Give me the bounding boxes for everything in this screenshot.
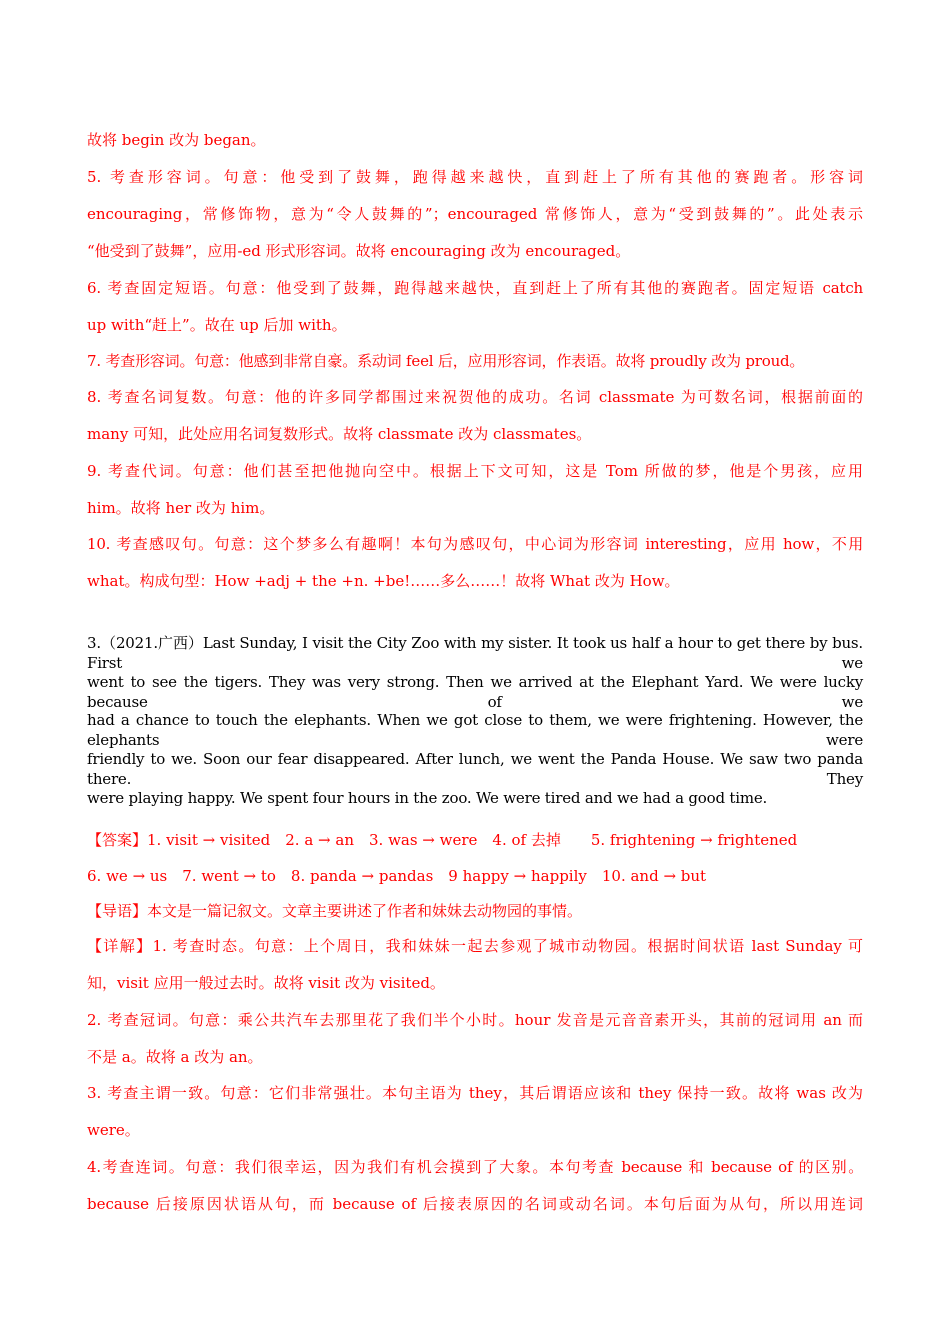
explanation-line: encouraging，常修饰物，意为“令人鼓舞的”；encouraged 常修饰人，意为“受到鼓舞的”。此处表示	[87, 205, 863, 223]
question-passage-line: went to see the tigers. They was very strong. Then we arrived at the Elephant Yard. We were lucky because of we	[87, 673, 863, 711]
question-passage-line: had a chance to touch the elephants. When we got close to them, we were frightening. However, the elephants were	[87, 711, 863, 749]
explanation-line: 5. 考查形容词。句意：他受到了鼓舞，跑得越来越快，直到赶上了所有其他的赛跑者。形容词	[87, 168, 863, 186]
explanation-line: “他受到了鼓舞”，应用-ed 形式形容词。故将 encouraging 改为 encouraged。	[87, 242, 631, 260]
explanation-line: up with“赶上”。故在 up 后加 with。	[87, 316, 347, 334]
explanation-line: were。	[87, 1121, 140, 1139]
explanation-line: many 可知，此处应用名词复数形式。故将 classmate 改为 classmates。	[87, 425, 592, 443]
explanation-line: 不是 a。故将 a 改为 an。	[87, 1048, 263, 1066]
explanation-line: what。构成句型：How +adj + the +n. +be!……多么……！故将 What 改为 How。	[87, 572, 680, 590]
explanation-line: him。故将 her 改为 him。	[87, 499, 275, 517]
answer-line: 6. we → us 7. went → to 8. panda → pandas 9 happy → happily 10. and → but	[87, 867, 707, 885]
explanation-line: 7. 考查形容词。句意：他感到非常自豪。系动词 feel 后，应用形容词，作表语。故将 proudly 改为 proud。	[87, 352, 805, 370]
explanation-line: 故将 begin 改为 began。	[87, 131, 266, 149]
explanation-line: 10. 考查感叹句。句意：这个梦多么有趣啊！本句为感叹句，中心词为形容词 interesting，应用 how，不用	[87, 535, 863, 553]
explanation-line: 3. 考查主谓一致。句意：它们非常强壮。本句主语为 they，其后谓语应该和 they 保持一致。故将 was 改为	[87, 1084, 863, 1102]
explanation-line: 知，visit 应用一般过去时。故将 visit 改为 visited。	[87, 974, 445, 992]
question-passage-line: were playing happy. We spent four hours in the zoo. We were tired and we had a good time.	[87, 789, 768, 807]
explanation-line: 8. 考查名词复数。句意：他的许多同学都围过来祝贺他的成功。名词 classmate 为可数名词，根据前面的	[87, 388, 863, 406]
explanation-line: 2. 考查冠词。句意：乘公共汽车去那里花了我们半个小时。hour 发音是元音音素开头，其前的冠词用 an 而	[87, 1011, 863, 1029]
answer-line: 【答案】1. visit → visited 2. a → an 3. was → were 4. of 去掉 5. frightening → frightened	[87, 831, 798, 849]
lead-line: 【导语】本文是一篇记叙文。文章主要讲述了作者和妹妹去动物园的事情。	[87, 902, 583, 920]
explanation-line: 4.考查连词。句意：我们很幸运，因为我们有机会摸到了大象。本句考查 because 和 because of 的区别。	[87, 1158, 863, 1176]
explanation-line: 6. 考查固定短语。句意：他受到了鼓舞，跑得越来越快，直到赶上了所有其他的赛跑者。固定短语 catch	[87, 279, 863, 297]
question-passage-line: 3.（2021.广西）Last Sunday, I visit the City Zoo with my sister. It took us half a hour to get there by bus. First we	[87, 634, 863, 672]
explanation-line: 9. 考查代词。句意：他们甚至把他抛向空中。根据上下文可知，这是 Tom 所做的梦，他是个男孩，应用	[87, 462, 863, 480]
question-passage-line: friendly to we. Soon our fear disappeared. After lunch, we went the Panda House. We saw two panda there. They	[87, 750, 863, 788]
explanation-line: because 后接原因状语从句，而 because of 后接表原因的名词或动名词。本句后面为从句，所以用连词	[87, 1195, 863, 1213]
explanation-line: 【详解】1. 考查时态。句意：上个周日，我和妹妹一起去参观了城市动物园。根据时间状语 last Sunday 可	[87, 937, 863, 955]
